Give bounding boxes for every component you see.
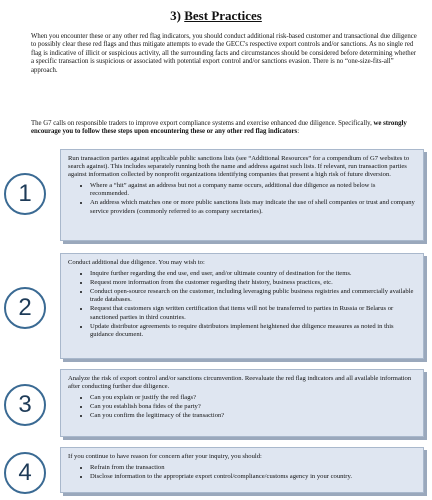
step-3-text: Analyze the risk of export control and/or sanctions circumvention. Reevaluate the red flag indicators and all available information after conducting further due diligence.	[68, 375, 412, 391]
intro-paragraph-2-text: The G7 calls on responsible traders to improve export compliance systems and exercise enhanced due diligence. Specifically,	[31, 120, 374, 127]
step-3-box	[60, 369, 424, 437]
step-1-number: 1	[18, 180, 32, 207]
step-3-bullets	[68, 394, 416, 420]
step-3-bullet: • Can you explain or justify the red flags?	[90, 394, 416, 402]
intro-paragraph-1: When you encounter these or any other red flag indicators, you should conduct additional risk-based customer and transactional due diligence to possibly clear these red flags and thus mitigate attempts to evade the GECC's respective export controls and/or sanctions. As no single red flag is indicative of illicit or suspicious activity, all the surrounding facts and circumstances should be considered before determining whether a specific transaction is suspicious or associated with potential export control and/or sanctions evasion. There is no “one-size-fits-all” approach.	[31, 33, 417, 74]
step-2-bullet: • Conduct open-source research on the customer, including leveraging public business registries and commercially available trade databases.	[90, 288, 416, 304]
step-4-circle	[4, 452, 46, 494]
step-3-bullet: • Can you establish bona fides of the party?	[90, 403, 416, 411]
step-2-bullet: • Update distributor agreements to require distributors implement heightened due diligence measures as noted in this guidance document.	[90, 323, 416, 339]
section-title	[0, 8, 432, 24]
step-1-box	[60, 149, 424, 241]
step-2-circle	[4, 287, 46, 329]
step-2-bullet: • Request more information from the customer regarding their history, business practices, etc.	[90, 279, 416, 287]
step-1-bullet: • Where a “hit” against an address but not a company name occurs, additional due diligence as noted below is recommended.	[90, 182, 416, 198]
step-4-bullets	[68, 464, 416, 481]
step-2-text: Conduct additional due diligence. You may wish to:	[68, 259, 205, 266]
step-4-box	[60, 447, 424, 493]
step-1-bullet: • An address which matches one or more public sanctions lists may indicate the use of shell companies or trust and company service providers (commonly referred to as company secretaries).	[90, 199, 416, 215]
step-3-number: 3	[18, 391, 32, 418]
step-2-bullet: • Request that customers sign written certification that items will not be transferred to parties in Russia or Belarus or sanctioned parties in third countries.	[90, 305, 416, 321]
step-3-circle	[4, 384, 46, 426]
section-number: 3)	[170, 8, 181, 23]
step-2-bullets	[68, 270, 416, 339]
step-3-bullet: • Can you confirm the legitimacy of the transaction?	[90, 412, 416, 420]
step-4-number: 4	[18, 459, 32, 486]
step-1-circle	[4, 173, 46, 215]
intro-paragraph-2	[31, 120, 419, 137]
step-1-bullets	[68, 182, 416, 215]
step-2-number: 2	[18, 294, 32, 321]
step-1-text: Run transaction parties against applicable public sanctions lists (see “Additional Resources” for a compendium of G7 websites to search against). This includes separately running both the name and address against such lists. If relevant, run transaction parties against information collected by nonprofit organizations identifying companies that present a high risk of future diversion.	[68, 155, 410, 179]
step-4-bullet: • Disclose information to the appropriate export control/compliance/customs agency in your country.	[90, 473, 416, 481]
step-4-bullet: • Refrain from the transaction	[90, 464, 416, 472]
step-4-text: If you continue to have reason for concern after your inquiry, you should:	[68, 453, 262, 460]
step-2-bullet: • Inquire further regarding the end use, end user, and/or ultimate country of destination for the items.	[90, 270, 416, 278]
intro-paragraph-2-end: :	[297, 128, 300, 136]
step-2-box	[60, 253, 424, 359]
section-heading: Best Practices	[184, 8, 262, 23]
intro-paragraph-2-emphasis: we strongly encourage you to follow these steps upon encountering these or any other red flag indicators	[31, 120, 407, 136]
